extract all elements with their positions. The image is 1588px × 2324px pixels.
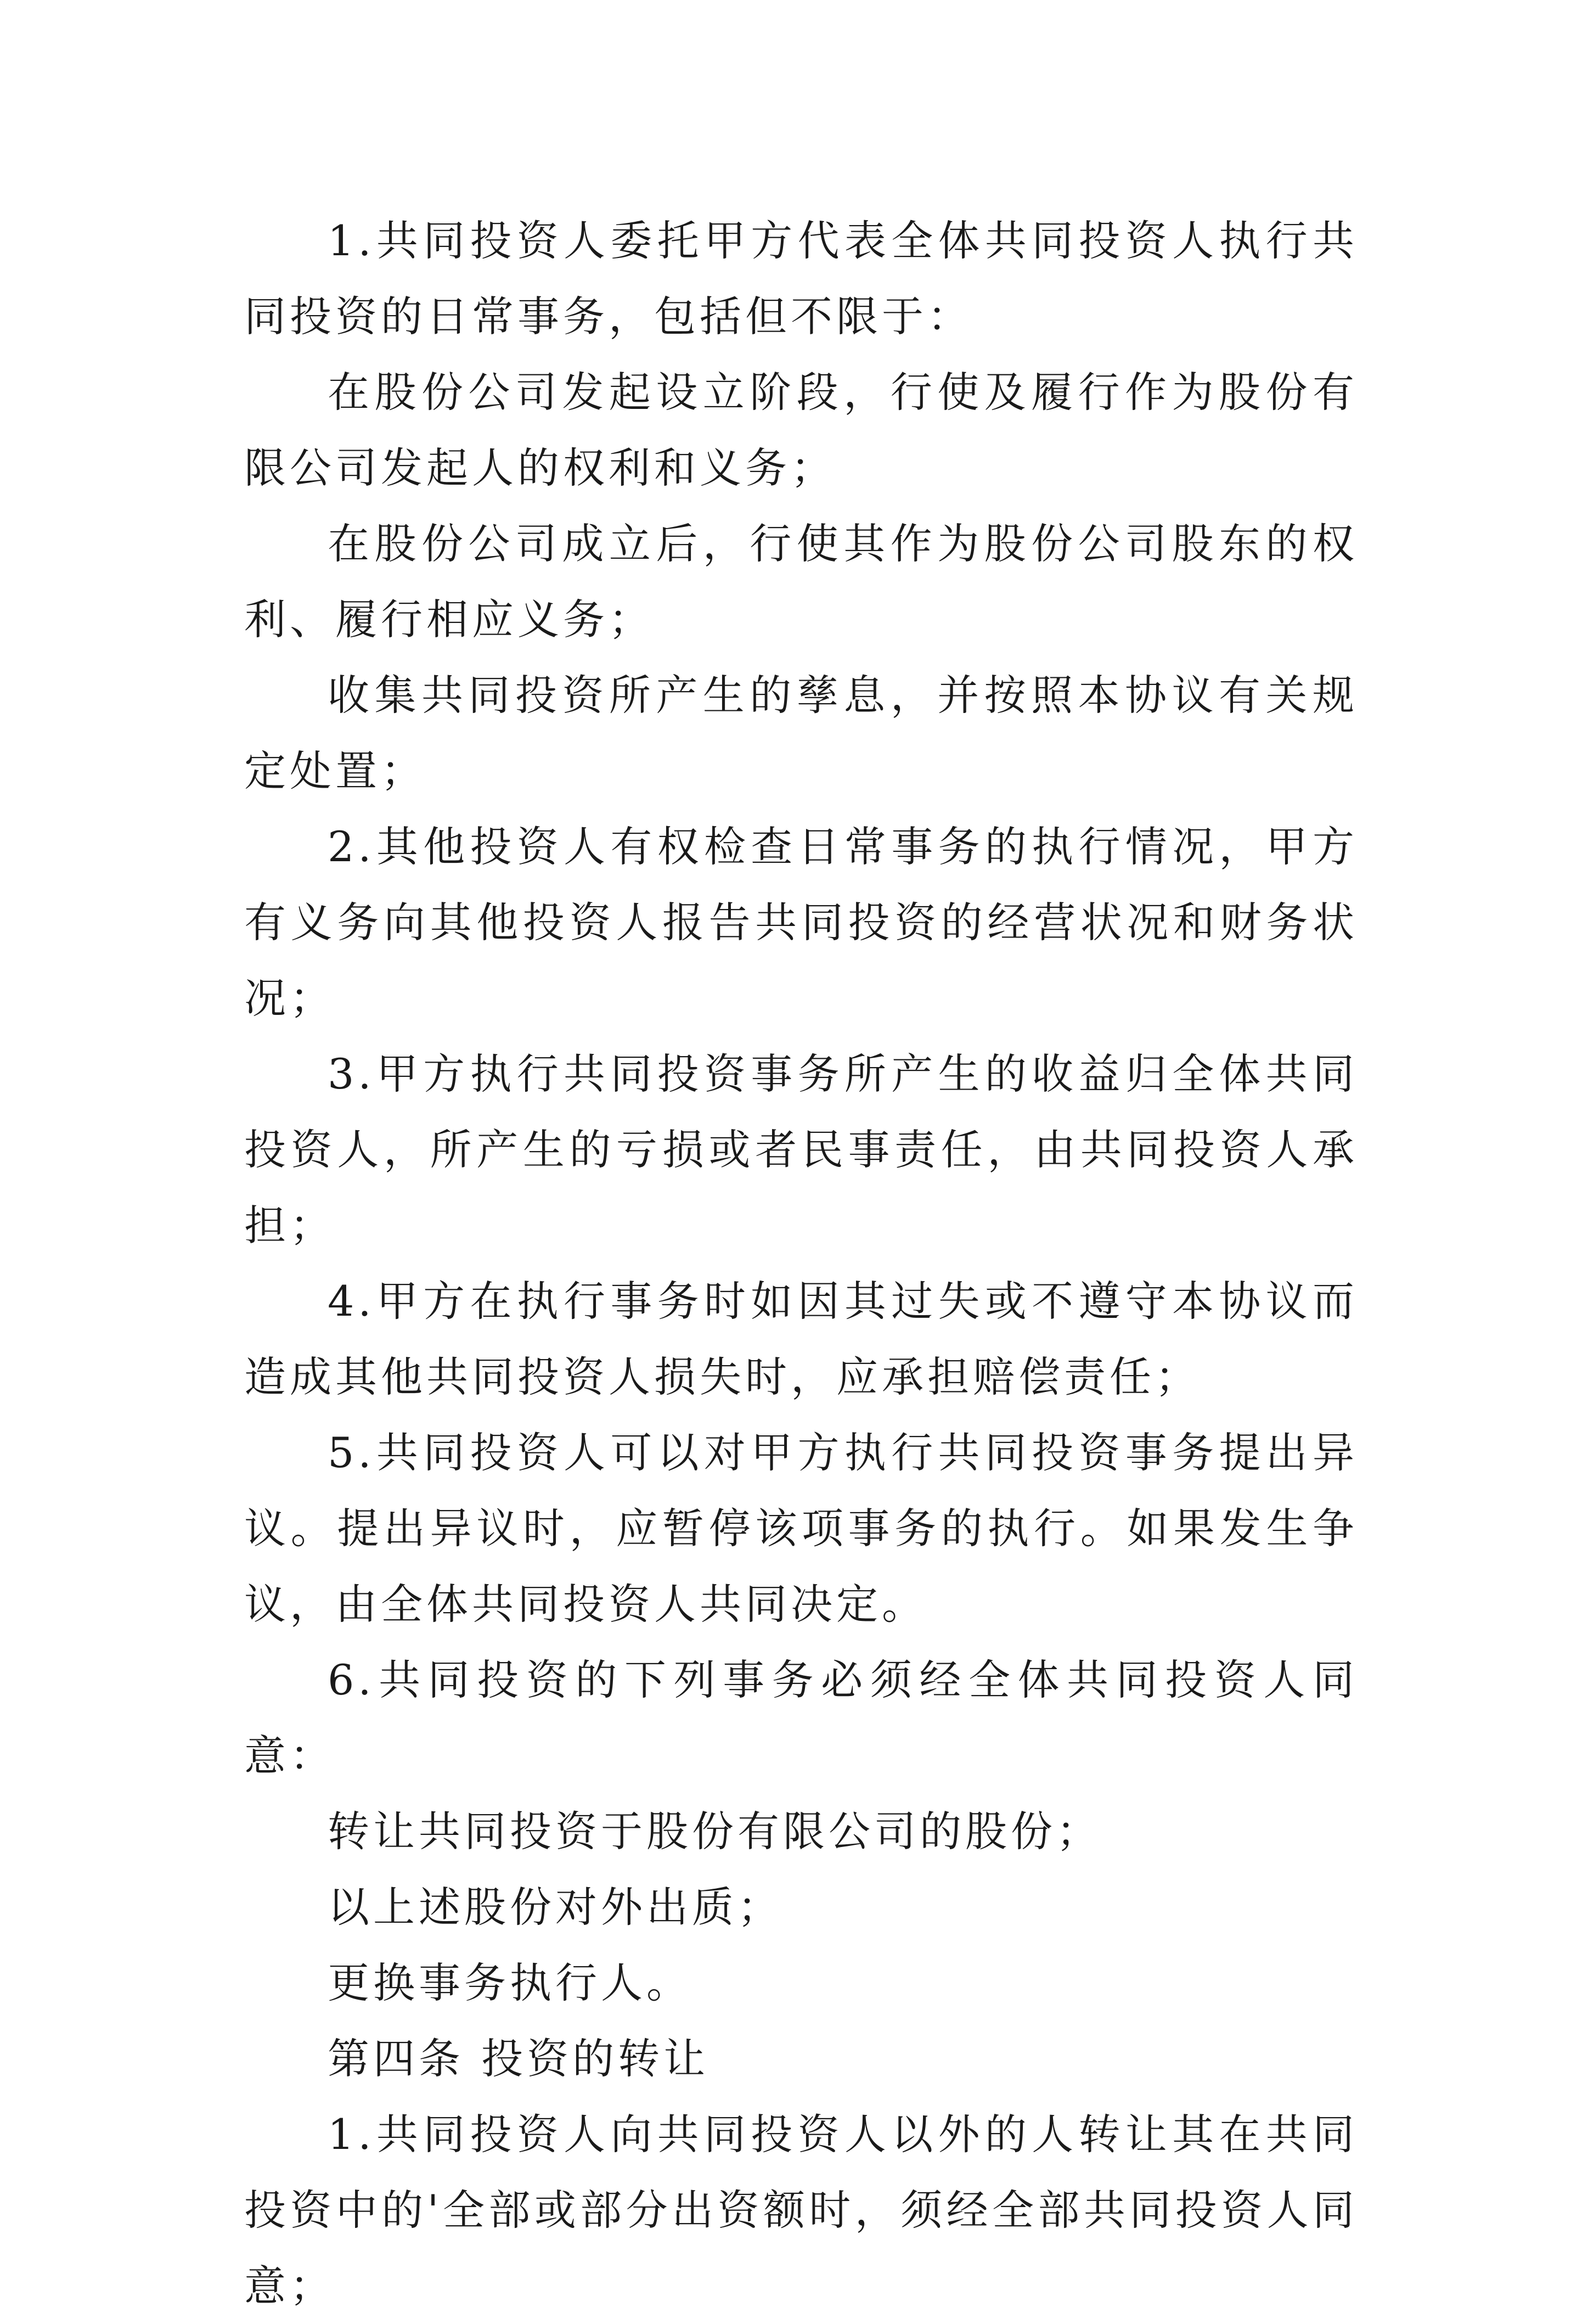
paragraph-delegation: 1.共同投资人委托甲方代表全体共同投资人执行共同投资的日常事务，包括但不限于： [244,216,1358,341]
paragraph-objection: 5.共同投资人可以对甲方执行共同投资事务提出异议。提出异议时，应暂停该项事务的执行。如果发生争议，由全体共同投资人共同决定。 [244,1428,1358,1629]
paragraph-pledge: 以上述股份对外出质； [328,1883,783,1932]
paragraph-unanimous-consent: 6.共同投资的下列事务必须经全体共同投资人同意： [244,1655,1358,1780]
paragraph-transfer-outsider: 1.共同投资人向共同投资人以外的人转让其在共同投资中的'全部或部分出资额时，须经全部共同投资人同意； [244,2110,1358,2310]
paragraph-replace-executor: 更换事务执行人。 [328,1958,692,2007]
paragraph-shareholder-stage: 在股份公司成立后，行使其作为股份公司股东的权利、履行相应义务； [244,519,1358,644]
paragraph-profit-loss: 3.甲方执行共同投资事务所产生的收益归全体共同投资人，所产生的亏损或者民事责任，由共同投资人承担； [244,1049,1358,1250]
document-body [244,203,1358,2324]
paragraph-collect-proceeds: 收集共同投资所产生的孳息，并按照本协议有关规定处置； [244,671,1358,795]
paragraph-liability: 4.甲方在执行事务时如因其过失或不遵守本协议而造成其他共同投资人损失时，应承担赔偿责任； [244,1277,1358,1401]
paragraph-promoter-stage: 在股份公司发起设立阶段，行使及履行作为股份有限公司发起人的权利和义务； [244,368,1358,492]
paragraph-transfer-shares: 转让共同投资于股份有限公司的股份； [328,1807,1102,1856]
paragraph-inspection-right: 2.其他投资人有权检查日常事务的执行情况，甲方有义务向其他投资人报告共同投资的经营状况和财务状况； [244,822,1358,1023]
section-heading-article-4: 第四条 投资的转让 [328,2034,709,2083]
